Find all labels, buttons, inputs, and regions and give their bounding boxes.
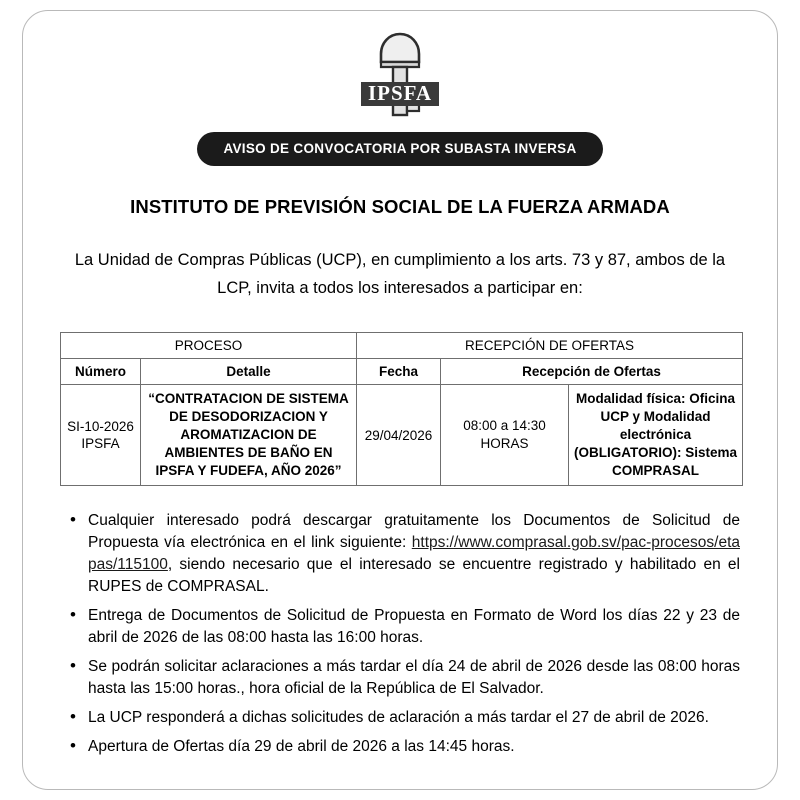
institution-title: INSTITUTO DE PREVISIÓN SOCIAL DE LA FUERZA ARMADA — [130, 196, 670, 217]
header-numero: Número — [61, 359, 141, 385]
list-item: • La UCP responderá a dichas solicitudes de aclaración a más tardar el 27 de abril de 2026. — [86, 707, 740, 729]
cell-horario: 08:00 a 14:30 HORAS — [441, 385, 569, 486]
list-item: • Apertura de Ofertas día 29 de abril de 2026 a las 14:45 horas. — [86, 736, 740, 758]
note-1-text-before: Cualquier interesado podrá descargar gratuitamente los Documentos de Solicitud de Propuesta vía electrónica en el link siguiente: — [88, 512, 740, 551]
process-table — [60, 332, 743, 486]
notice-badge-row — [60, 132, 740, 166]
header-proceso: PROCESO — [61, 333, 357, 359]
cell-modalidad: Modalidad física: Oficina UCP y Modalidad electrónica (OBLIGATORIO): Sistema COMPRASAL — [569, 385, 743, 486]
ipsfa-logo-icon — [341, 30, 459, 120]
list-item — [86, 510, 740, 598]
cell-numero — [61, 385, 141, 486]
logo-container — [60, 30, 740, 122]
cell-fecha: 29/04/2026 — [357, 385, 441, 486]
header-recepcion-detalle: Recepción de Ofertas — [441, 359, 743, 385]
document-content — [60, 24, 740, 765]
svg-text:IPSFA: IPSFA — [367, 81, 433, 105]
header-detalle: Detalle — [141, 359, 357, 385]
cell-detalle: “CONTRATACION DE SISTEMA DE DESODORIZACION Y AROMATIZACION DE AMBIENTES DE BAÑO EN IPSFA Y FUDEFA, AÑO 2026” — [141, 385, 357, 486]
header-fecha: Fecha — [357, 359, 441, 385]
list-item: • Entrega de Documentos de Solicitud de Propuesta en Formato de Word los días 22 y 23 de abril de 2026 de las 08:00 hasta las 16:00 horas. — [86, 605, 740, 649]
comprasal-link[interactable]: https://www.comprasal.gob.sv/pac-procesos/etapas/115100 — [88, 534, 740, 573]
cell-numero-line1: SI-10-2026 — [67, 419, 134, 434]
table-sub-header-row — [61, 359, 743, 385]
table-group-header-row — [61, 333, 743, 359]
header-recepcion-ofertas: RECEPCIÓN DE OFERTAS — [357, 333, 743, 359]
cell-numero-line2: IPSFA — [81, 436, 120, 451]
intro-paragraph: La Unidad de Compras Públicas (UCP), en cumplimiento a los arts. 73 y 87, ambos de la LCP, invita a todos los interesados a participar en: — [74, 251, 726, 297]
table-row — [61, 385, 743, 486]
notes-list — [60, 510, 740, 758]
notice-badge: AVISO DE CONVOCATORIA POR SUBASTA INVERSA — [197, 132, 602, 166]
note-1-text-after: , siendo necesario que el interesado se encuentre registrado y habilitado en el RUPES de COMPRASAL. — [88, 556, 740, 595]
list-item: • Se podrán solicitar aclaraciones a más tardar el día 24 de abril de 2026 desde las 08:00 horas hasta las 15:00 horas., hora oficial de la República de El Salvador. — [86, 656, 740, 700]
